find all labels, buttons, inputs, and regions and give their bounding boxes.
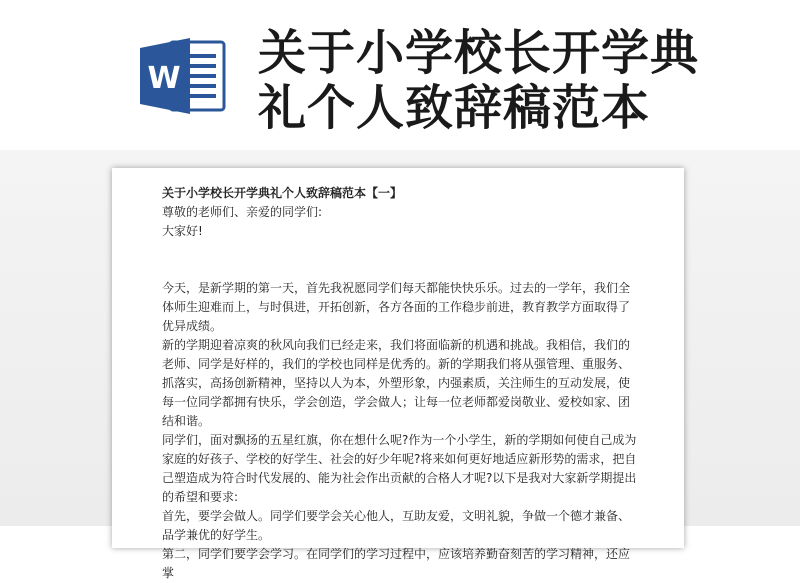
paragraph-5: 第二，同学们要学会学习。在同学们的学习过程中，应该培养勤奋刻苦的学习精神，还应掌 xyxy=(162,547,631,580)
greeting-line: 尊敬的老师们、亲爱的同学们: xyxy=(162,205,323,219)
banner-header xyxy=(0,0,800,150)
paragraph-2: 新的学期迎着凉爽的秋风向我们已经走来，我们将面临新的机遇和挑战。我相信，我们的老师、同学是好样的，我们的学校也同样是优秀的。新的学期我们将从强管理、重服务、抓落实，高扬创新精神，坚持以人为本，外塑形象，内强素质，关注师生的互动发展，使每一位同学都拥有快乐，学会创造，学会做人；让每一位老师都爱岗敬业、爱校如家、团结和谐。 xyxy=(162,338,631,428)
hello-line: 大家好! xyxy=(162,224,203,238)
paragraph-1: 今天，是新学期的第一天，首先我祝愿同学们每天都能快快乐乐。过去的一学年，我们全体师生迎难而上，与时俱进，开拓创新，各方各面的工作稳步前进，教育教学方面取得了优异成绩。 xyxy=(162,281,631,333)
document-heading: 关于小学校长开学典礼个人致辞稿范本【一】 xyxy=(162,186,403,200)
word-document-icon xyxy=(140,36,228,116)
blank-space xyxy=(162,241,640,279)
svg-text:W: W xyxy=(147,61,181,96)
document-content xyxy=(162,184,640,583)
paragraph-4: 首先，要学会做人。同学们要学会关心他人，互助友爱，文明礼貌，争做一个德才兼备、品学兼优的好学生。 xyxy=(162,509,631,542)
page-title xyxy=(258,26,778,136)
title-line-2: 礼个人致辞稿范本 xyxy=(258,80,651,136)
paragraph-3: 同学们，面对飘扬的五星红旗，你在想什么呢?作为一个小学生，新的学期如何使自己成为家庭的好孩子、学校的好学生、社会的好少年呢?将来如何更好地适应新形势的需求，把自己塑造成为符合时代发展的、能为社会作出贡献的合格人才呢?以下是我对大家新学期提出的希望和要求: xyxy=(162,433,637,504)
title-line-1: 关于小学校长开学典 xyxy=(258,25,700,81)
